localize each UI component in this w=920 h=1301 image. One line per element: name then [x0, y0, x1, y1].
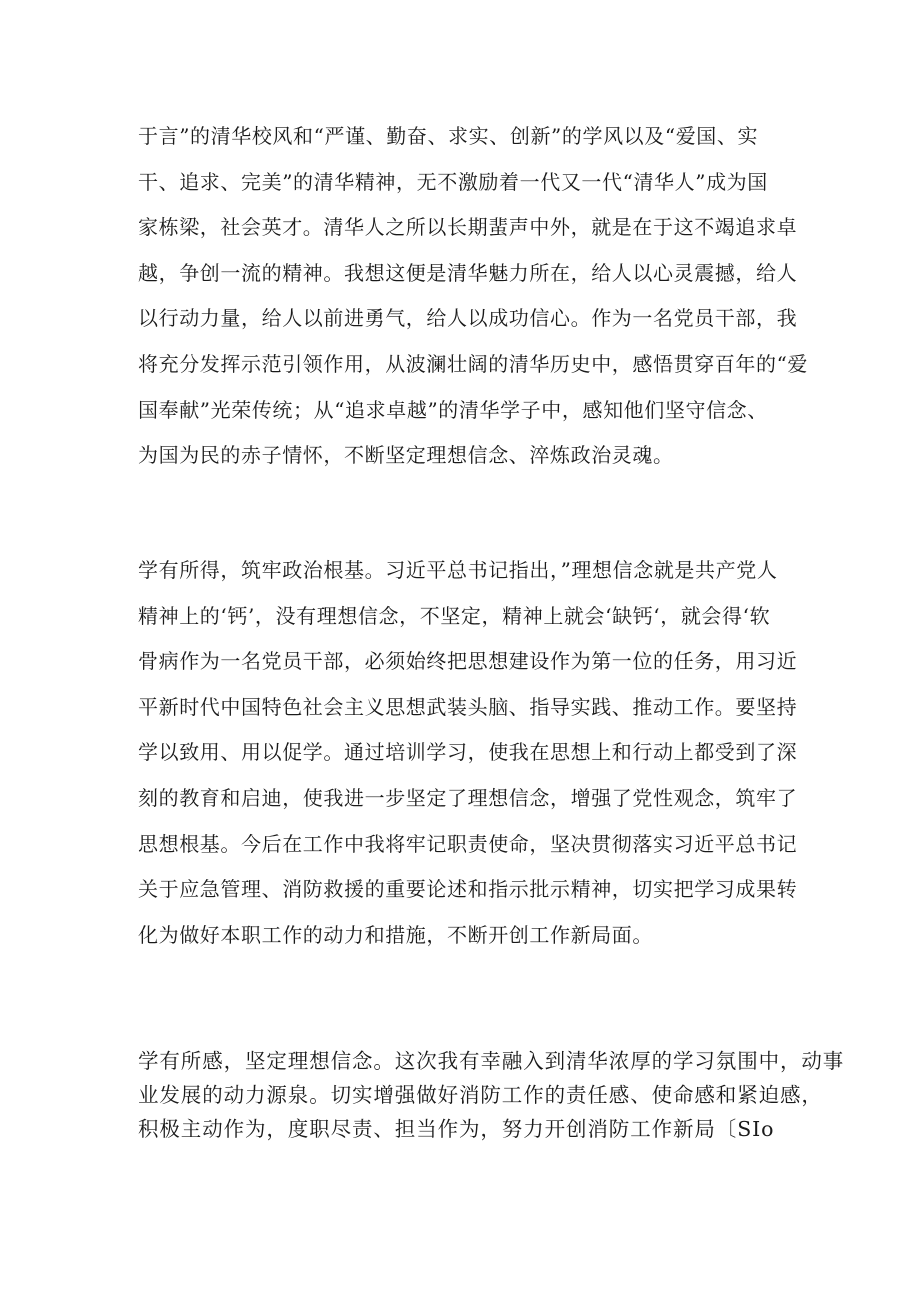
text-line: 以行动力量，给人以前进勇气，给人以成功信心。作为一名党员干部，我: [138, 306, 798, 331]
text-line: 学以致用、用以促学。通过培训学习，使我在思想上和行动上都受到了深: [138, 740, 798, 765]
text-line: 关于应急管理、消防救援的重要论述和指示批示精神，切实把学习成果转: [138, 877, 798, 902]
text-line: 为国为民的赤子情怀，不断坚定理想信念、淬炼政治灵魂。: [138, 443, 674, 468]
paragraph-ideals-beliefs: [138, 1044, 845, 1146]
text-line: 业发展的动力源泉。切实增强做好消防工作的责任感、使命感和紧迫感，: [138, 1083, 823, 1107]
text-line: 于言”的清华校风和“严谨、勤奋、求实、创新”的学风以及“爱国、实: [138, 124, 759, 148]
text-line: 积极主动作为，度职尽责、担当作为，努力开创消防工作新局〔SIo: [138, 1117, 775, 1141]
text-line: 骨病作为一名党员干部，必须始终把思想建设作为第一位的任务，用习近: [138, 649, 798, 674]
text-line: 平新时代中国特色社会主义思想武装头脑、指导实践、推动工作。要坚持: [138, 694, 798, 719]
text-line: 刻的教育和启迪，使我进一步坚定了理想信念，增强了党性观念，筑牢了: [138, 785, 798, 810]
text-line: 精神上的‘钙’，没有理想信念，不坚定，精神上就会‘缺钙‘，就会得‘软: [138, 603, 771, 628]
paragraph-tsinghua-spirit: [138, 114, 809, 479]
text-line: 学有所感，坚定理想信念。这次我有幸融入到清华浓厚的学习氛围中，动事: [138, 1049, 845, 1073]
text-line: 化为做好本职工作的动力和措施，不断开创工作新局面。: [138, 922, 653, 947]
text-line: 家栋梁，社会英才。清华人之所以长期蜚声中外，就是在于这不竭追求卓: [138, 215, 798, 240]
text-line: 将充分发挥示范引领作用，从波澜壮阔的清华历史中，感悟贯穿百年的“爱: [138, 351, 809, 376]
text-line: 国奉献”光荣传统；从“追求卓越”的清华学子中，感知他们坚守信念、: [138, 397, 768, 422]
text-line: 干、追求、完美”的清华精神，无不激励着一代又一代“清华人”成为国: [138, 169, 768, 194]
paragraph-political-foundation: [138, 548, 798, 958]
text-line: 越，争创一流的精神。我想这便是清华魅力所在，给人以心灵震撼，给人: [138, 260, 798, 285]
text-line: 学有所得，筑牢政治根基。习近平总书记指出，”理想信念就是共产党人: [138, 558, 778, 582]
text-line: 思想根基。今后在工作中我将牢记职责使命，坚决贯彻落实习近平总书记: [138, 831, 798, 856]
